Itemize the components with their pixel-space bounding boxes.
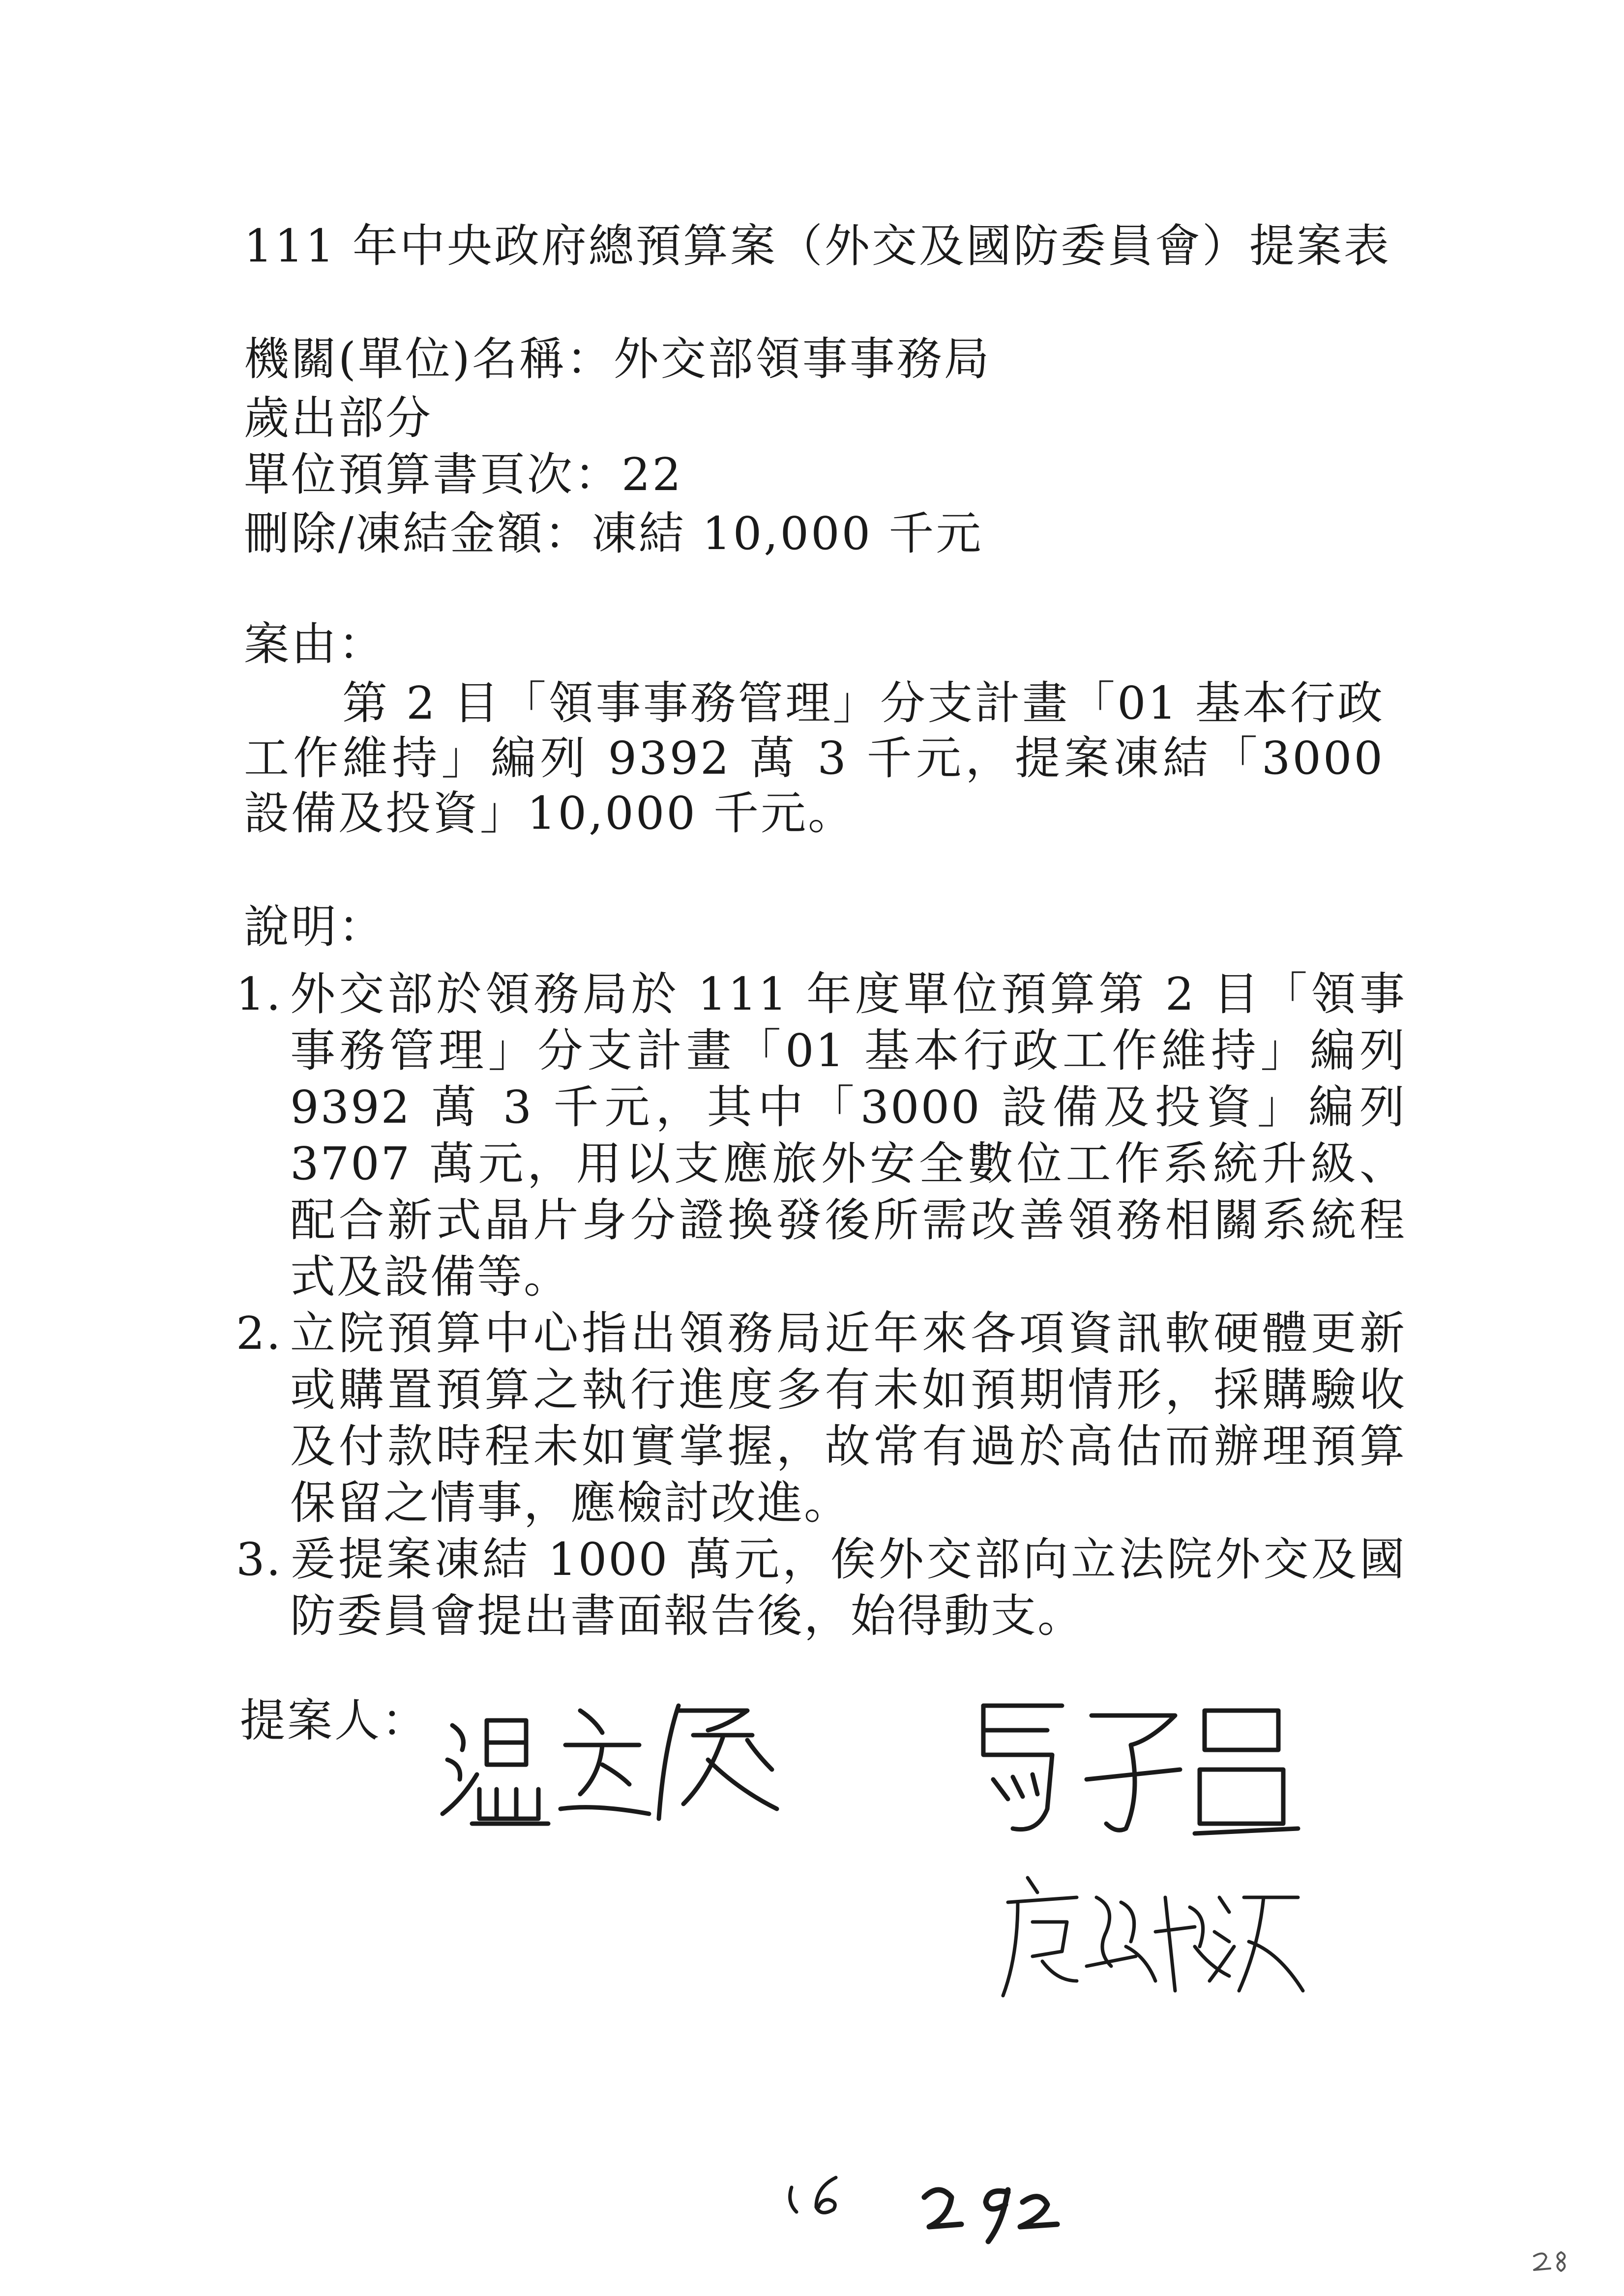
item-text: 外交部於領務局於 111 年度單位預算第 2 目「領事事務管理」分支計畫「01 基本行政工作維持」編列 9392 萬 3 千元，其中「3000 設備及投資」編列 3707 萬元，用以支應旅外安全數位工作系統升級、配合新式晶片身分證換發後所需改善領務相關系統程式及設備等。 xyxy=(290,968,1406,1303)
budget-page-number: 單位預算書頁次：22 xyxy=(244,448,683,501)
budget-section: 歲出部分 xyxy=(244,392,433,444)
reason-body: 第 2 目「領事事務管理」分支計畫「01 基本行政工作維持」編列 9392 萬 3 千元，提案凍結「3000 設備及投資」10,000 千元。 xyxy=(244,677,1385,840)
handwritten-number-corner xyxy=(1532,2246,1576,2278)
item-number: 1. xyxy=(236,968,282,1020)
agency-name: 機關(單位)名稱：外交部領事事務局 xyxy=(244,333,991,385)
handwritten-number-left xyxy=(782,2168,856,2224)
explanation-item xyxy=(236,966,1406,1305)
explanation-item xyxy=(236,1305,1406,1531)
explanation-item xyxy=(236,1531,1406,1644)
item-text: 爰提案凍結 1000 萬元，俟外交部向立法院外交及國防委員會提出書面報告後，始得動支。 xyxy=(290,1533,1406,1642)
item-number: 3. xyxy=(236,1533,282,1586)
signature-3 xyxy=(998,1868,1313,2015)
signature-2 xyxy=(964,1686,1308,1858)
handwritten-number-center xyxy=(915,2163,1062,2248)
freeze-amount: 刪除/凍結金額：凍結 10,000 千元 xyxy=(244,507,983,560)
explanation-heading: 說明： xyxy=(244,901,386,953)
signature-1 xyxy=(433,1691,806,1838)
reason-heading: 案由： xyxy=(244,618,386,670)
item-text: 立院預算中心指出領務局近年來各項資訊軟硬體更新或購置預算之執行進度多有未如預期情形，採購驗收及付款時程未如實掌握，故常有過於高估而辦理預算保留之情事，應檢討改進。 xyxy=(290,1307,1406,1529)
explanation-list xyxy=(236,966,1406,1644)
item-number: 2. xyxy=(236,1307,282,1360)
proposer-label: 提案人： xyxy=(240,1694,429,1747)
document-title: 111 年中央政府總預算案（外交及國防委員會）提案表 xyxy=(244,220,1391,272)
